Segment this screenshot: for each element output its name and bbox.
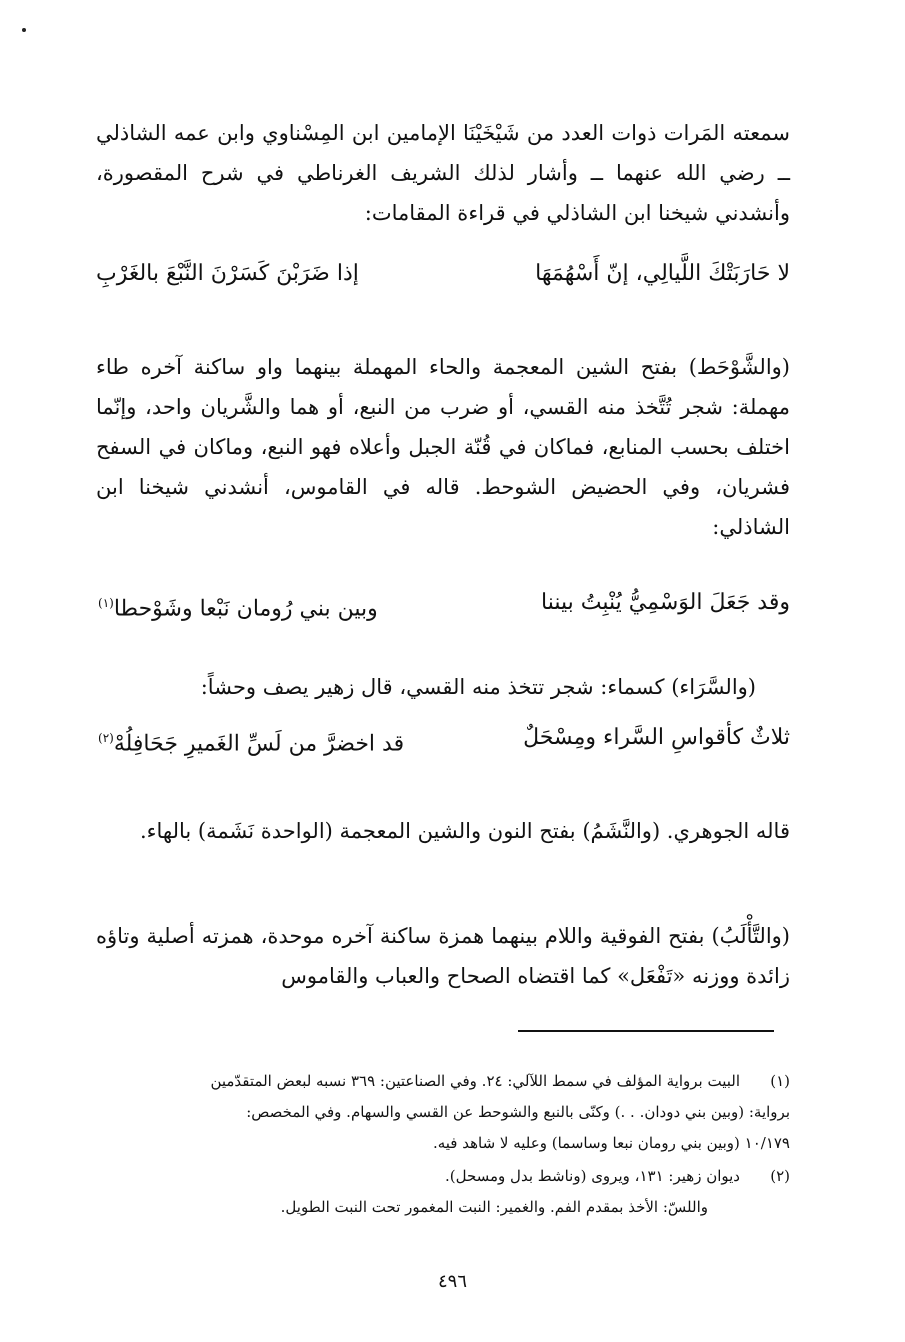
verse-1 bbox=[96, 254, 790, 294]
paragraph-2: (والشَّوْحَط) بفتح الشين المعجمة والحاء المهملة بينهما واو ساكنة آخره طاء مهملة: شجر تُتَّخذ منه القسي، أو ضرب من النبع، أو هما والشَّريان واحد، وإنّما اختلف بحسب المنابع، فماكان في قُنّة الجبل وأعلاه فهو النبع، وماكان في السفح فشريان، وفي الحضيض الشوحط. قاله في القاموس، أنشدني شيخنا ابن الشاذلي: bbox=[96, 355, 790, 539]
footnote-1-text-3: ١٠/١٧٩ (وبين بني رومان نبعا وساسما) وعليه لا شاهد فيه. bbox=[432, 1134, 790, 1152]
verse-3-first-hemistich: ثلاثٌ كأقواسِ السَّراء ومِسْحَلٌ bbox=[523, 725, 790, 750]
footnote-1-text-2: برواية: (وبين بني دودان. . .) وكنّى بالنبع والشوحط عن القسي والسهام. وفي المخصص: bbox=[246, 1103, 790, 1121]
verse-1-first-hemistich: لا حَارَبَتْكَ اللَّيالِي، إنّ أَسْهُمَهَا bbox=[535, 261, 790, 286]
footnote-2-text-2: واللسّ: الأخذ بمقدم الفم. والغمير: النبت المغمور تحت النبت الطويل. bbox=[280, 1198, 708, 1216]
verse-3-second-hemistich bbox=[96, 718, 404, 764]
page-number: ٤٩٦ bbox=[437, 1271, 467, 1292]
verse-2-second-text: وبين بني رُومان نَبْعا وشَوْحطا bbox=[113, 596, 378, 622]
verse-2 bbox=[96, 583, 790, 623]
paragraph-1: سمعته المَرات ذوات العدد من شَيْخَيْنَا الإمامين ابن المِسْناوي وابن عمه الشاذلي ــ رضي الله عنهما ــ وأشار لذلك الشريف الغرناطي في شرح المقصورة، وأنشدني شيخنا ابن الشاذلي في قراءة المقامات: bbox=[96, 121, 790, 225]
paragraph-4: قاله الجوهري. (والنَّشَمُ) بفتح النون والشين المعجمة (الواحدة نَشَمة) بالهاء. bbox=[139, 819, 790, 843]
verse-2-second-hemistich bbox=[96, 583, 378, 629]
verse-1-second-hemistich: إذا ضَرَبْنَ كَسَرْنَ النَّبْعَ بالغَرْبِ bbox=[96, 261, 359, 286]
footnote-1-number: (١) bbox=[770, 1072, 790, 1090]
footnote-separator bbox=[518, 1030, 774, 1032]
verse-3-second-text: قد اخضرَّ من لَسِّ الغَميرِ جَحَافِلُهْ bbox=[113, 731, 405, 757]
verse-3 bbox=[96, 718, 790, 758]
footnote-ref-2: (٢) bbox=[98, 731, 114, 745]
footnote-2-number: (٢) bbox=[770, 1167, 790, 1185]
footnote-1-text-1: البيت برواية المؤلف في سمط اللآلي: ٢٤. وفي الصناعتين: ٣٦٩ نسبه لبعض المتقدّمين bbox=[210, 1072, 740, 1090]
verse-2-first-hemistich: وقد جَعَلَ الوَسْمِيُّ يُنْبِتُ بيننا bbox=[541, 590, 790, 615]
footnote-ref-1: (١) bbox=[98, 596, 114, 610]
scan-dot bbox=[22, 28, 26, 32]
paragraph-3: (والسَّرَاء) كسماء: شجر تتخذ منه القسي، قال زهير يصف وحشاً: bbox=[200, 675, 756, 699]
footnote-2-text-1: ديوان زهير: ١٣١، ويروى (وناشط بدل ومسحل). bbox=[444, 1167, 740, 1185]
paragraph-5: (والتَّأْلَبُ) بفتح الفوقية واللام بينهما همزة ساكنة آخره موحدة، همزته أصلية وتاؤه زائدة ووزنه «تَفْعَل» كما اقتضاه الصحاح والعباب والقاموس bbox=[96, 924, 790, 988]
